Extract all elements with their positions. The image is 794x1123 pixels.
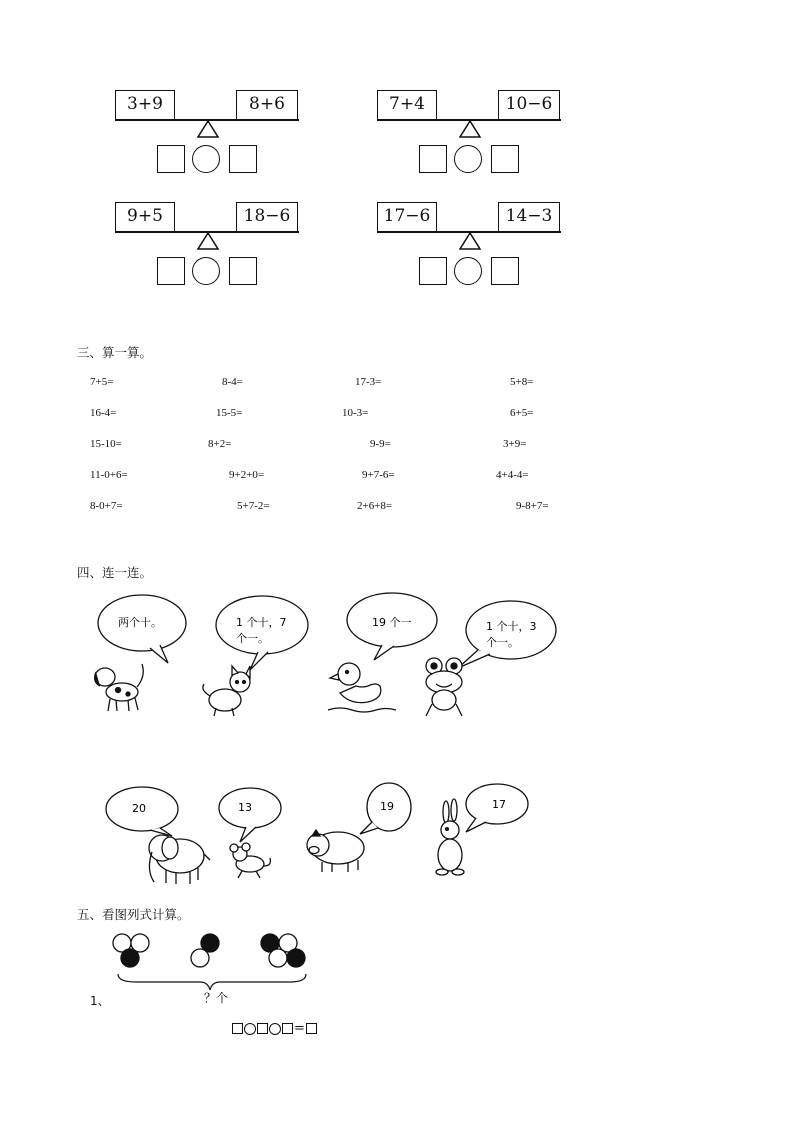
speech-bubble (347, 593, 437, 660)
left-expression: 17−6 (377, 202, 437, 232)
pig-icon (307, 830, 364, 872)
bubble-text: 个一。 (486, 636, 519, 649)
bubble-text: 20 (132, 802, 146, 815)
comparison-circle[interactable] (454, 145, 482, 173)
equation: 11-0+6= (90, 469, 128, 481)
bubble-text: 19 (380, 800, 394, 813)
right-expression: 18−6 (236, 202, 298, 232)
speech-bubble (219, 788, 281, 842)
black-circle (121, 949, 139, 967)
fulcrum-triangle-icon (459, 120, 481, 138)
problem-number: 1、 (90, 994, 110, 1008)
rabbit-icon (436, 799, 464, 875)
equation: 4+4-4= (496, 469, 529, 481)
speech-bubble (216, 596, 308, 670)
answer-template (232, 1021, 317, 1036)
equation: 16-4= (90, 407, 117, 419)
equation: 9+7-6= (362, 469, 395, 481)
answer-box[interactable] (229, 257, 257, 285)
fulcrum-triangle-icon (197, 232, 219, 250)
comparison-circle[interactable] (454, 257, 482, 285)
matching-illustration (0, 590, 794, 890)
answer-box[interactable] (157, 257, 185, 285)
equation: 15-5= (216, 407, 243, 419)
answer-box[interactable] (491, 257, 519, 285)
equation: 3+9= (503, 438, 527, 450)
equation: 8-0+7= (90, 500, 123, 512)
section4-heading: 四、连一连。 (77, 565, 153, 580)
comparison-circle[interactable] (192, 145, 220, 173)
fulcrum-triangle-icon (197, 120, 219, 138)
operator-circle[interactable] (244, 1023, 256, 1035)
equation: 10-3= (342, 407, 369, 419)
answer-box[interactable] (157, 145, 185, 173)
right-expression: 8+6 (236, 90, 298, 120)
speech-bubble (360, 783, 411, 834)
bubble-text: 1 个十，3 (486, 620, 537, 633)
equation: 8-4= (222, 376, 243, 388)
equation: 5+8= (510, 376, 534, 388)
equals-sign: = (294, 1021, 305, 1036)
elephant-icon (149, 835, 210, 884)
speech-bubble (106, 787, 178, 836)
speech-bubble (458, 601, 556, 668)
black-circle (287, 949, 305, 967)
section5-heading: 五、看图列式计算。 (77, 907, 190, 922)
equation: 7+5= (90, 376, 114, 388)
left-expression: 7+4 (377, 90, 437, 120)
equation: 17-3= (355, 376, 382, 388)
answer-box[interactable] (306, 1023, 317, 1034)
equation: 6+5= (510, 407, 534, 419)
equation: 5+7-2= (237, 500, 270, 512)
left-expression: 9+5 (115, 202, 175, 232)
compare-scale (377, 90, 561, 180)
equation: 9+2+0= (229, 469, 265, 481)
bubble-text: 个一。 (236, 632, 269, 645)
comparison-circle[interactable] (192, 257, 220, 285)
left-expression: 3+9 (115, 90, 175, 120)
bubble-text: 1 个十，7 (236, 616, 287, 629)
bubble-text: 19 个一 (372, 616, 412, 629)
question-label: ？个 (204, 991, 229, 1005)
answer-box[interactable] (282, 1023, 293, 1034)
answer-box[interactable] (419, 257, 447, 285)
compare-scale (115, 90, 299, 180)
cat-icon (203, 666, 250, 716)
circles-diagram (100, 928, 330, 1008)
equation: 15-10= (90, 438, 122, 450)
right-expression: 10−6 (498, 90, 560, 120)
bubble-text: 两个十。 (118, 616, 162, 629)
frog-icon (426, 658, 462, 716)
duck-icon (328, 663, 396, 712)
right-expression: 14−3 (498, 202, 560, 232)
answer-box[interactable] (419, 145, 447, 173)
equation: 2+6+8= (357, 500, 393, 512)
operator-circle[interactable] (269, 1023, 281, 1035)
answer-box[interactable] (232, 1023, 243, 1034)
answer-box[interactable] (229, 145, 257, 173)
equation: 9-8+7= (516, 500, 549, 512)
equation: 9-9= (370, 438, 391, 450)
speech-bubble (466, 784, 528, 832)
bubble-text: 13 (238, 801, 252, 814)
equation: 8+2= (208, 438, 232, 450)
fulcrum-triangle-icon (459, 232, 481, 250)
answer-box[interactable] (257, 1023, 268, 1034)
speech-bubble (98, 595, 186, 663)
brace-icon (118, 974, 306, 990)
mouse-icon (230, 843, 270, 878)
answer-box[interactable] (491, 145, 519, 173)
bubble-text: 17 (492, 798, 506, 811)
dog-icon (95, 664, 144, 711)
compare-scale (115, 202, 299, 292)
white-circle (269, 949, 287, 967)
compare-scale (377, 202, 561, 292)
section3-heading: 三、算一算。 (77, 345, 153, 360)
white-circle (191, 949, 209, 967)
